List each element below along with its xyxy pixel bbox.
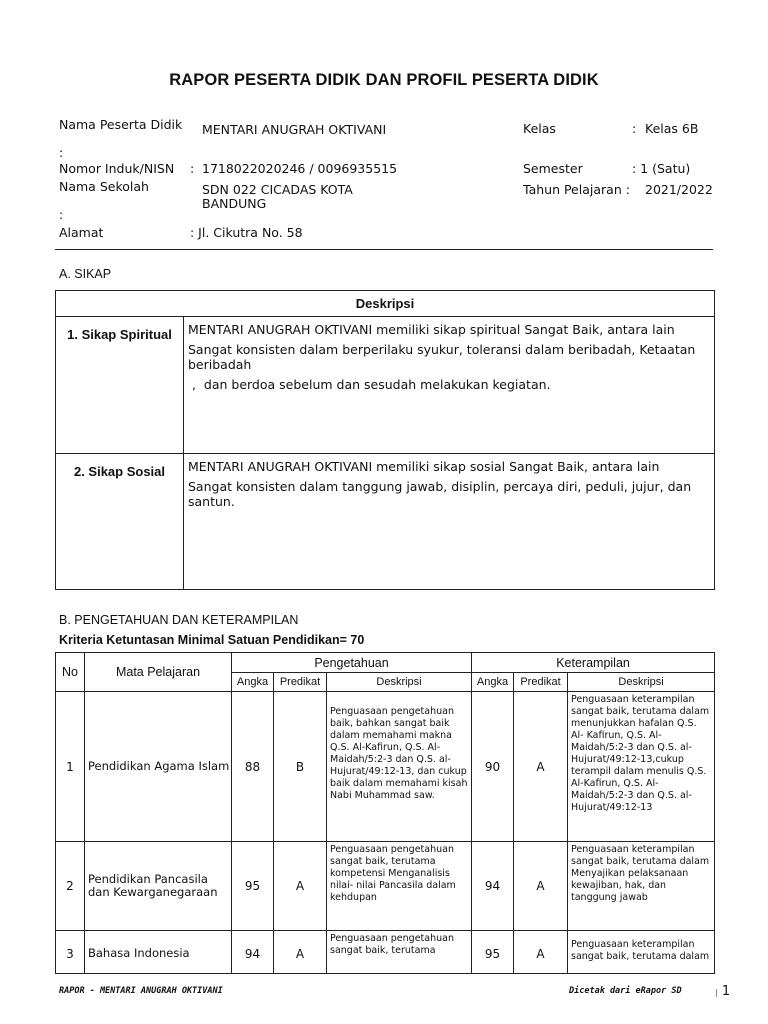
section-b-heading: B. PENGETAHUAN DAN KETERAMPILAN (59, 613, 299, 627)
row-k-predikat: A (514, 931, 568, 977)
row-mapel: Pendidikan Agama Islam (85, 692, 232, 842)
year-label: Tahun Pelajaran : (523, 182, 630, 197)
col-mapel: Mata Pelajaran (85, 653, 232, 692)
page-number-value: 1 (721, 984, 731, 999)
row-k-desk: Penguasaan keterampilan sangat baik, terutama dalam (568, 931, 715, 977)
col-p-deskripsi: Deskripsi (327, 673, 472, 692)
row-mapel: Pendidikan Pancasila dan Kewarganegaraan (85, 842, 232, 931)
name-value: MENTARI ANUGRAH OKTIVANI (202, 122, 387, 137)
school-colon: : (59, 207, 64, 222)
sikap-desc-header: Deskripsi (56, 291, 715, 317)
school-value: SDN 022 CICADAS KOTA BANDUNG (202, 182, 353, 211)
footer-left: RAPOR - MENTARI ANUGRAH OKTIVANI (59, 986, 223, 996)
spiritual-line: Sangat konsisten dalam berperilaku syukur, toleransi dalam beribadah, Ketaatan beribadah (188, 342, 696, 372)
sikap-spiritual-label: 1. Sikap Spiritual (56, 317, 184, 454)
col-k-angka: Angka (472, 673, 514, 692)
class-colon: : (632, 121, 637, 136)
page-number-separator: | (715, 988, 718, 997)
col-p-predikat: Predikat (274, 673, 327, 692)
sikap-sosial-label: 2. Sikap Sosial (56, 454, 184, 590)
row-no: 1 (56, 692, 85, 842)
semester-label: Semester (523, 161, 583, 176)
row-p-predikat: A (274, 842, 327, 931)
class-value: Kelas 6B (645, 121, 699, 136)
page-number (715, 984, 730, 999)
section-a-heading: A. SIKAP (59, 267, 112, 281)
col-pengetahuan: Pengetahuan (232, 653, 472, 673)
col-k-predikat: Predikat (514, 673, 568, 692)
table-bottom-line (55, 973, 715, 974)
page-title: RAPOR PESERTA DIDIK DAN PROFIL PESERTA DIDIK (169, 71, 599, 89)
row-k-angka: 95 (472, 931, 514, 977)
col-no: No (56, 653, 85, 692)
row-p-angka: 95 (232, 842, 274, 931)
kkm-text: Kriteria Ketuntasan Minimal Satuan Pendidikan= 70 (59, 633, 365, 647)
row-k-desk: Penguasaan keterampilan sangat baik, terutama dalam menunjukkan hafalan Q.S. Al- Kafirun, Q.S. Al-Maidah/5:2-3 dan Q.S. al-Hujurat/49:12-13,cukup terampil dalam menulis Q.S. Al-Kafirun, Q.S. Al- Maidah/5:2-3 dan Q.S. al-Hujurat/49:12-13 (568, 692, 715, 842)
row-p-angka: 94 (232, 931, 274, 977)
sosial-line: MENTARI ANUGRAH OKTIVANI memiliki sikap sosial Sangat Baik, antara lain (188, 459, 660, 474)
row-k-angka: 90 (472, 692, 514, 842)
table-row (56, 692, 715, 842)
col-p-angka: Angka (232, 673, 274, 692)
table-row (56, 842, 715, 931)
class-label: Kelas (523, 121, 556, 136)
address-value: : Jl. Cikutra No. 58 (190, 225, 303, 240)
address-label: Alamat (59, 225, 104, 240)
spiritual-line: , dan berdoa sebelum dan sesudah melakukan kegiatan. (188, 377, 551, 392)
table-row (56, 931, 715, 977)
footer-right: Dicetak dari eRapor SD (569, 986, 682, 996)
sikap-spiritual-desc (184, 317, 715, 454)
row-p-predikat: A (274, 931, 327, 977)
semester-value: : 1 (Satu) (632, 161, 691, 176)
nisn-colon: : (190, 161, 195, 176)
nisn-label: Nomor Induk/NISN (59, 161, 175, 176)
row-p-desk: Penguasaan pengetahuan sangat baik, terutama kompetensi Menganalisis nilai- nilai Pancasila dalam kehdupan (327, 842, 472, 931)
name-label: Nama Peserta Didik (59, 117, 183, 132)
name-colon: : (59, 145, 64, 160)
row-k-desk: Penguasaan keterampilan sangat baik, terutama dalam Menyajikan pelaksanaan kewajiban, hak, dan tanggung jawab (568, 842, 715, 931)
row-k-predikat: A (514, 692, 568, 842)
row-p-angka: 88 (232, 692, 274, 842)
row-k-predikat: A (514, 842, 568, 931)
header-divider (55, 249, 713, 250)
sosial-line: Sangat konsisten dalam tanggung jawab, disiplin, percaya diri, peduli, jujur, dan santun. (188, 479, 692, 509)
row-p-desk: Penguasaan pengetahuan sangat baik, terutama (327, 931, 472, 977)
row-no: 2 (56, 842, 85, 931)
spiritual-line: MENTARI ANUGRAH OKTIVANI memiliki sikap spiritual Sangat Baik, antara lain (188, 322, 675, 337)
col-k-deskripsi: Deskripsi (568, 673, 715, 692)
row-no: 3 (56, 931, 85, 977)
school-label: Nama Sekolah (59, 179, 149, 194)
page-break-mask (0, 974, 768, 1024)
row-mapel: Bahasa Indonesia (85, 931, 232, 977)
row-p-desk: Penguasaan pengetahuan baik, bahkan sangat baik dalam memahami makna Q.S. Al-Kafirun, Q.S. Al-Maidah/5:2-3 dan Q.S. al- Hujurat/49:12-13, dan cukup baik dalam memahami kisah Nabi Muhammad saw. (327, 692, 472, 842)
row-p-predikat: B (274, 692, 327, 842)
row-k-angka: 94 (472, 842, 514, 931)
nilai-table (55, 652, 715, 977)
nisn-value: 1718022020246 / 0096935515 (202, 161, 398, 176)
sikap-sosial-desc (184, 454, 715, 590)
col-keterampilan: Keterampilan (472, 653, 715, 673)
year-value: 2021/2022 (645, 182, 713, 197)
sikap-table (55, 290, 715, 590)
